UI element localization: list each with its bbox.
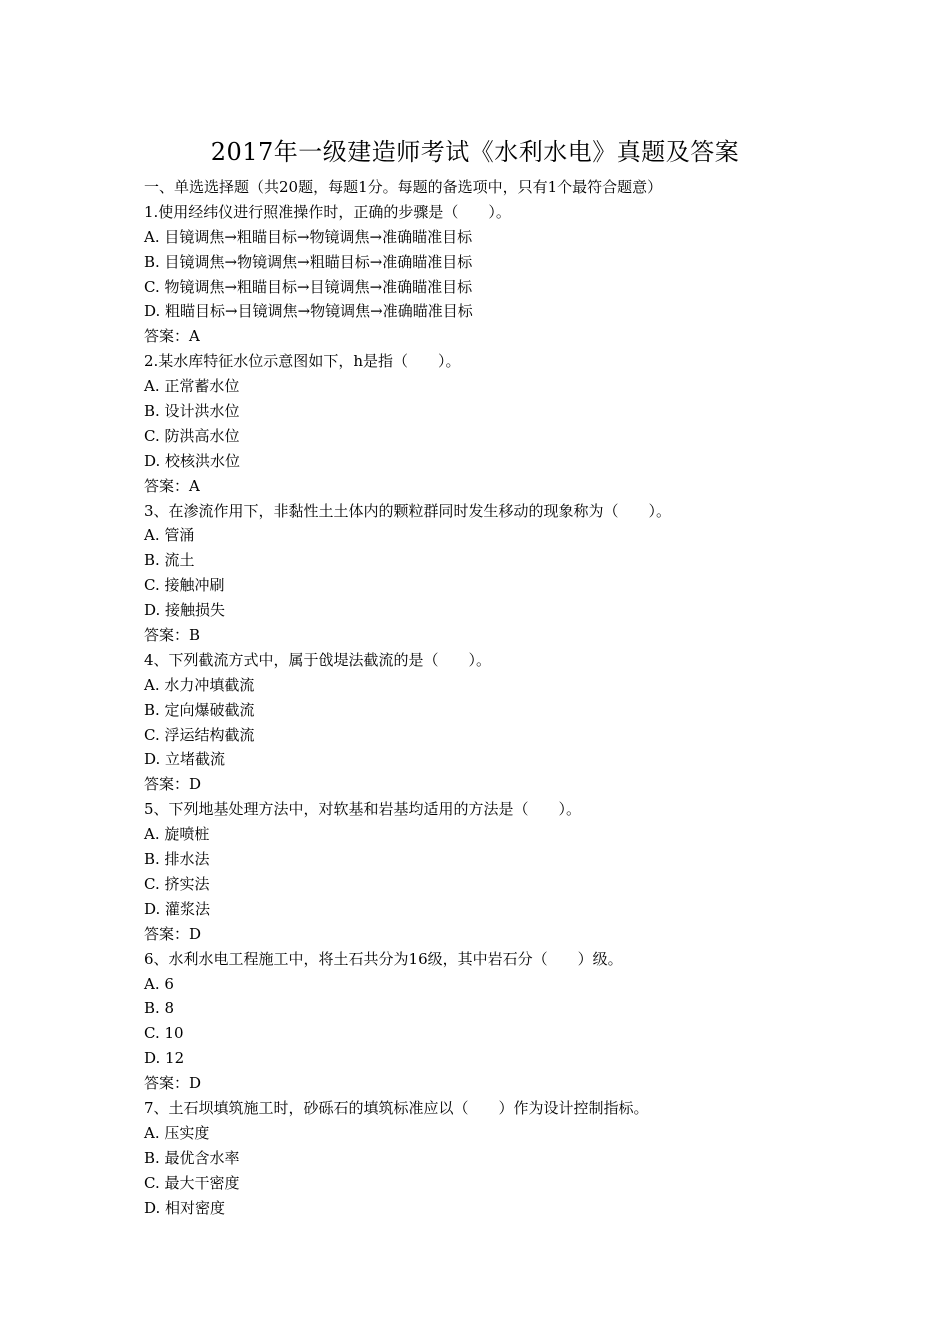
question-stem: 7、土石坝填筑施工时，砂砾石的填筑标准应以（ ）作为设计控制指标。 [144, 1098, 649, 1117]
document-title: 2017年一级建造师考试《水利水电》真题及答案 [210, 138, 740, 166]
answer: 答案：D [144, 1074, 202, 1093]
option-a: A. 正常蓄水位 [144, 377, 240, 396]
option-d: D. 立堵截流 [144, 750, 226, 769]
question-stem: 3、在渗流作用下，非黏性土土体内的颗粒群同时发生移动的现象称为（ ）。 [144, 501, 672, 520]
question-stem: 1.使用经纬仪进行照准操作时，正确的步骤是（ ）。 [144, 202, 511, 221]
option-a: A. 目镜调焦→粗瞄目标→物镜调焦→准确瞄准目标 [144, 227, 473, 246]
option-b: B. 8 [144, 999, 175, 1018]
option-a: A. 压实度 [144, 1123, 210, 1142]
question-stem: 4、下列截流方式中，属于戗堤法截流的是（ ）。 [144, 650, 492, 669]
option-a: A. 管涌 [144, 526, 195, 545]
option-c: C. 接触冲刷 [144, 576, 225, 595]
answer: 答案：A [144, 476, 200, 495]
option-c: C. 浮运结构截流 [144, 725, 255, 744]
option-d: D. 相对密度 [144, 1198, 226, 1217]
option-b: B. 排水法 [144, 850, 210, 869]
option-b: B. 目镜调焦→物镜调焦→粗瞄目标→准确瞄准目标 [144, 252, 473, 271]
answer: 答案：D [144, 775, 202, 794]
answer: 答案：A [144, 327, 200, 346]
option-c: C. 10 [144, 1024, 184, 1043]
option-b: B. 设计洪水位 [144, 402, 240, 421]
option-b: B. 最优含水率 [144, 1148, 240, 1167]
question-stem: 6、水利水电工程施工中，将土石共分为16级，其中岩石分（ ）级。 [144, 949, 623, 968]
section-heading: 一、单选选择题（共20题，每题1分。每题的备选项中，只有1个最符合题意） [144, 178, 663, 196]
option-c: C. 防洪高水位 [144, 426, 240, 445]
option-d: D. 粗瞄目标→目镜调焦→物镜调焦→准确瞄准目标 [144, 302, 473, 321]
option-d: D. 12 [144, 1049, 185, 1068]
option-c: C. 最大干密度 [144, 1173, 240, 1192]
option-d: D. 校核洪水位 [144, 451, 241, 470]
option-b: B. 定向爆破截流 [144, 700, 255, 719]
question-stem: 2.某水库特征水位示意图如下，h是指（ ）。 [144, 352, 461, 371]
option-d: D. 接触损失 [144, 601, 226, 620]
option-c: C. 物镜调焦→粗瞄目标→目镜调焦→准确瞄准目标 [144, 277, 473, 296]
answer: 答案：B [144, 626, 201, 645]
option-a: A. 旋喷桩 [144, 825, 210, 844]
option-a: A. 水力冲填截流 [144, 675, 255, 694]
answer: 答案：D [144, 924, 202, 943]
option-d: D. 灌浆法 [144, 899, 211, 918]
option-b: B. 流土 [144, 551, 195, 570]
option-c: C. 挤实法 [144, 874, 210, 893]
question-stem: 5、下列地基处理方法中，对软基和岩基均适用的方法是（ ）。 [144, 800, 582, 819]
option-a: A. 6 [144, 974, 174, 993]
document-body [144, 175, 824, 1220]
